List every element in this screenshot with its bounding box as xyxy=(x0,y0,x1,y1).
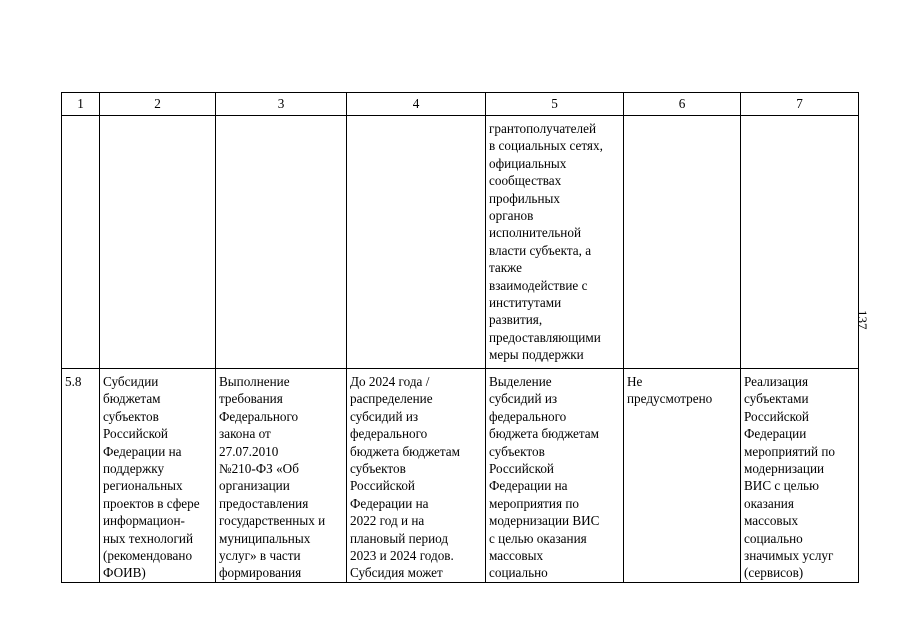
cell-line: мероприятия по xyxy=(489,495,579,511)
cell-line: субъектами xyxy=(744,391,809,407)
cell-line: Федерации на xyxy=(103,443,182,459)
header-cell-2: 2 xyxy=(100,93,216,116)
cell-line: поддержку xyxy=(103,461,165,477)
cell-line: субсидий из xyxy=(350,408,419,424)
cell-line: региональных xyxy=(103,478,183,494)
cell-line: Реализация xyxy=(744,374,809,389)
row-cell-3 xyxy=(216,369,347,583)
cell-line: бюджета бюджетам xyxy=(350,443,460,459)
cell-line: 2023 и 2024 годов. xyxy=(350,548,454,564)
cont-cell-5 xyxy=(486,116,624,369)
cont-cell-2 xyxy=(100,116,216,369)
cell-line: Субсидия может xyxy=(350,565,443,581)
cell-line: развития, xyxy=(489,312,543,328)
row-cell-2 xyxy=(100,369,216,583)
row-cell-4 xyxy=(347,369,486,583)
cell-line: государственных и xyxy=(219,513,326,529)
cell-line: Не xyxy=(627,374,643,389)
cell-line: Выполнение xyxy=(219,374,290,389)
cell-line: распределение xyxy=(350,391,433,407)
cont-cell-7 xyxy=(741,116,859,369)
cell-line: Российской xyxy=(103,426,168,442)
cell-line: бюджета бюджетам xyxy=(489,426,599,442)
cell-line: официальных xyxy=(489,155,567,171)
cell-line: оказания xyxy=(744,495,794,511)
row-cell-5 xyxy=(486,369,624,583)
cell-line: (рекомендовано xyxy=(103,548,193,564)
cell-line: социально xyxy=(744,530,803,546)
cell-line: требования xyxy=(219,391,283,407)
cell-line: органов xyxy=(489,208,534,224)
cell-line: закона от xyxy=(219,426,271,442)
cell-line: модернизации xyxy=(744,461,825,477)
cell-line: массовых xyxy=(489,548,544,564)
cell-line: взаимодействие с xyxy=(489,277,588,293)
cell-line: субъектов xyxy=(350,461,406,477)
row-cell-7 xyxy=(741,369,859,583)
cont-cell-3 xyxy=(216,116,347,369)
cell-line: федерального xyxy=(350,426,428,442)
cell-line: массовых xyxy=(744,513,799,529)
cell-line: услуг» в части xyxy=(219,548,301,564)
header-cell-6: 6 xyxy=(624,93,741,116)
cell-line: институтами xyxy=(489,295,562,311)
cell-line: с целью оказания xyxy=(489,530,587,546)
document-table xyxy=(61,92,859,583)
cell-line: в социальных сетях, xyxy=(489,138,603,154)
row-number-cell: 5.8 xyxy=(62,369,100,583)
header-cell-3: 3 xyxy=(216,93,347,116)
cont-cell-6 xyxy=(624,116,741,369)
cell-line: Российской xyxy=(489,461,554,477)
cell-line: социально xyxy=(489,565,548,581)
cell-line: 27.07.2010 xyxy=(219,443,279,459)
cell-line: организации xyxy=(219,478,290,494)
cell-line: Субсидии xyxy=(103,374,159,389)
cell-line: Выделение xyxy=(489,374,552,389)
cell-line: профильных xyxy=(489,190,560,206)
cell-line: мероприятий по xyxy=(744,443,835,459)
cell-line: плановый период xyxy=(350,530,449,546)
table-row-5-8 xyxy=(62,369,859,583)
cell-line: формирования xyxy=(219,565,302,581)
header-cell-5: 5 xyxy=(486,93,624,116)
cell-line: также xyxy=(489,260,522,276)
cell-line: предусмотрено xyxy=(627,391,713,407)
cell-line: До 2024 года / xyxy=(350,374,430,389)
cell-line: ВИС с целью xyxy=(744,478,819,494)
cell-line: информацион- xyxy=(103,513,185,529)
header-cell-7: 7 xyxy=(741,93,859,116)
cell-line: муниципальных xyxy=(219,530,311,546)
cell-line: меры поддержки xyxy=(489,347,584,363)
cell-line: Российской xyxy=(744,408,809,424)
cell-line: ФОИВ) xyxy=(103,565,146,581)
header-cell-1: 1 xyxy=(62,93,100,116)
cell-line: предоставляющими xyxy=(489,329,601,345)
page-number: 137 xyxy=(855,310,870,330)
continuation-row xyxy=(62,116,859,369)
cell-line: Федерации на xyxy=(350,495,429,511)
cell-line: №210-ФЗ «Об xyxy=(219,461,299,477)
cell-line: сообществах xyxy=(489,173,562,189)
cell-line: власти субъекта, а xyxy=(489,242,592,258)
cell-line: Федерации на xyxy=(489,478,568,494)
cell-line: ных технологий xyxy=(103,530,194,546)
cell-line: предоставления xyxy=(219,495,309,511)
cont-cell-1 xyxy=(62,116,100,369)
cell-line: субсидий из xyxy=(489,391,558,407)
cell-line: бюджетам xyxy=(103,391,161,407)
cell-line: федерального xyxy=(489,408,567,424)
cell-line: исполнительной xyxy=(489,225,582,241)
row-cell-6 xyxy=(624,369,741,583)
cell-line: значимых услуг xyxy=(744,548,834,564)
cell-line: грантополучателей xyxy=(489,121,596,136)
cell-line: Федерации xyxy=(744,426,807,442)
cell-line: Федерального xyxy=(219,408,299,424)
header-cell-4: 4 xyxy=(347,93,486,116)
cont-cell-4 xyxy=(347,116,486,369)
cell-line: 2022 год и на xyxy=(350,513,425,529)
cell-line: субъектов xyxy=(103,408,159,424)
cell-line: Российской xyxy=(350,478,415,494)
header-row xyxy=(62,93,859,116)
cell-line: (сервисов) xyxy=(744,565,804,581)
cell-line: субъектов xyxy=(489,443,545,459)
cell-line: модернизации ВИС xyxy=(489,513,600,529)
cell-line: проектов в сфере xyxy=(103,495,200,511)
